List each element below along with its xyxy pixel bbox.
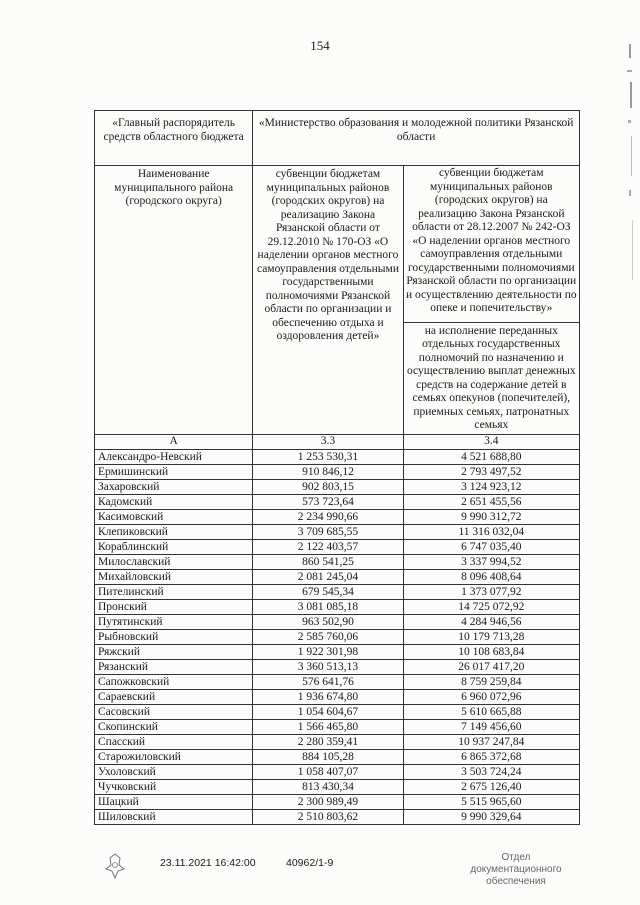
value-3-3-cell: 1 566 465,80 — [253, 719, 403, 734]
table-row — [95, 689, 580, 704]
district-name-cell: Сараевский — [95, 689, 253, 704]
value-3-4-cell: 9 990 329,64 — [403, 809, 579, 824]
value-3-4-cell: 4 521 688,80 — [403, 449, 579, 464]
table-row — [95, 629, 580, 644]
code-c: 3.4 — [403, 434, 579, 449]
footer-timestamp: 23.11.2021 16:42:00 — [160, 857, 256, 869]
table-row — [95, 779, 580, 794]
value-3-3-cell: 2 510 803,62 — [253, 809, 403, 824]
value-3-3-cell: 1 058 407,07 — [253, 764, 403, 779]
district-name-cell: Ряжский — [95, 644, 253, 659]
table-row — [95, 494, 580, 509]
district-name-cell: Захаровский — [95, 479, 253, 494]
table-row — [95, 524, 580, 539]
table-row — [95, 464, 580, 479]
value-3-4-cell: 11 316 032,04 — [403, 524, 579, 539]
col-c-cell — [403, 166, 579, 435]
table-row — [95, 674, 580, 689]
col-a-title: Наименование муниципального района (городского округа) — [95, 166, 253, 435]
value-3-4-cell: 3 124 923,12 — [403, 479, 579, 494]
value-3-4-cell: 6 960 072,96 — [403, 689, 579, 704]
value-3-4-cell: 1 373 077,92 — [403, 584, 579, 599]
value-3-3-cell: 902 803,15 — [253, 479, 403, 494]
district-name-cell: Шиловский — [95, 809, 253, 824]
value-3-4-cell: 5 515 965,60 — [403, 794, 579, 809]
value-3-3-cell: 2 234 990,66 — [253, 509, 403, 524]
value-3-3-cell: 910 846,12 — [253, 464, 403, 479]
district-name-cell: Касимовский — [95, 509, 253, 524]
footer-doc-code: 40962/1-9 — [286, 857, 334, 869]
district-name-cell: Ермишинский — [95, 464, 253, 479]
table-row — [95, 734, 580, 749]
district-name-cell: Шацкий — [95, 794, 253, 809]
district-name-cell: Рязанский — [95, 659, 253, 674]
column-codes-row — [95, 434, 580, 449]
value-3-4-cell: 9 990 312,72 — [403, 509, 579, 524]
value-3-3-cell: 1 054 604,67 — [253, 704, 403, 719]
value-3-4-cell: 6 747 035,40 — [403, 539, 579, 554]
col-c-subtitle: на исполнение переданных отдельных государственных полномочий по назначению и осуществлению выплат денежных средств на содержание детей в семьях опекунов (попечителей), приемных семьях, патронатных семьях — [404, 322, 579, 434]
value-3-3-cell: 2 300 989,49 — [253, 794, 403, 809]
value-3-4-cell: 10 108 683,84 — [403, 644, 579, 659]
table-row — [95, 584, 580, 599]
budget-table — [94, 110, 580, 825]
district-name-cell: Сапожковский — [95, 674, 253, 689]
table-row — [95, 764, 580, 779]
value-3-3-cell: 3 709 685,55 — [253, 524, 403, 539]
district-name-cell: Рыбновский — [95, 629, 253, 644]
value-3-3-cell: 3 360 513,13 — [253, 659, 403, 674]
footer-department: Отдел документационного обеспечения — [470, 852, 562, 887]
district-name-cell: Кадомский — [95, 494, 253, 509]
value-3-4-cell: 10 179 713,28 — [403, 629, 579, 644]
header-row — [95, 111, 580, 166]
scan-artifact-marks — [621, 40, 639, 340]
col-b-title: субвенции бюджетам муниципальных районов (городских округов) на реализацию Закона Рязанской области от 29.12.2010 № 170-ОЗ «О наделении органов местного самоуправления отдельными государственными полномочиями Рязанской области по организации и обеспечению отдыха и оздоровления детей» — [253, 166, 403, 435]
table-row — [95, 794, 580, 809]
value-3-4-cell: 3 503 724,24 — [403, 764, 579, 779]
table-row — [95, 554, 580, 569]
value-3-3-cell: 679 545,34 — [253, 584, 403, 599]
value-3-3-cell: 2 585 760,06 — [253, 629, 403, 644]
emblem-icon — [104, 853, 126, 879]
header-right: «Министерство образования и молодежной политики Рязанской области — [253, 111, 580, 166]
value-3-3-cell: 963 502,90 — [253, 614, 403, 629]
value-3-3-cell: 1 253 530,31 — [253, 449, 403, 464]
district-name-cell: Кораблинский — [95, 539, 253, 554]
value-3-3-cell: 860 541,25 — [253, 554, 403, 569]
header-left: «Главный распорядитель средств областного бюджета — [95, 111, 253, 166]
district-name-cell: Александро-Невский — [95, 449, 253, 464]
col-c-title: субвенции бюджетам муниципальных районов (городских округов) на реализацию Закона Рязанской области от 28.12.2007 № 242-ОЗ «О наделении органов местного самоуправления отдельными государственными полномочиями Рязанской области по организации и осуществлению деятельности по опеке и попечительству» — [405, 167, 577, 314]
table-row — [95, 599, 580, 614]
table-row — [95, 704, 580, 719]
table-row — [95, 614, 580, 629]
value-3-3-cell: 2 280 359,41 — [253, 734, 403, 749]
district-name-cell: Скопинский — [95, 719, 253, 734]
value-3-4-cell: 8 759 259,84 — [403, 674, 579, 689]
code-b: 3.3 — [253, 434, 403, 449]
value-3-4-cell: 2 793 497,52 — [403, 464, 579, 479]
value-3-4-cell: 14 725 072,92 — [403, 599, 579, 614]
value-3-4-cell: 7 149 456,60 — [403, 719, 579, 734]
district-name-cell: Пителинский — [95, 584, 253, 599]
table-row — [95, 569, 580, 584]
value-3-3-cell: 576 641,76 — [253, 674, 403, 689]
value-3-4-cell: 2 651 455,56 — [403, 494, 579, 509]
district-name-cell: Милославский — [95, 554, 253, 569]
table-row — [95, 644, 580, 659]
table-row — [95, 449, 580, 464]
value-3-3-cell: 1 922 301,98 — [253, 644, 403, 659]
code-a: А — [95, 434, 253, 449]
district-name-cell: Сасовский — [95, 704, 253, 719]
district-name-cell: Путятинский — [95, 614, 253, 629]
table-row — [95, 539, 580, 554]
value-3-4-cell: 6 865 372,68 — [403, 749, 579, 764]
value-3-3-cell: 3 081 085,18 — [253, 599, 403, 614]
value-3-4-cell: 4 284 946,56 — [403, 614, 579, 629]
value-3-3-cell: 884 105,28 — [253, 749, 403, 764]
district-name-cell: Спасский — [95, 734, 253, 749]
district-name-cell: Михайловский — [95, 569, 253, 584]
value-3-3-cell: 2 122 403,57 — [253, 539, 403, 554]
value-3-4-cell: 26 017 417,20 — [403, 659, 579, 674]
value-3-3-cell: 2 081 245,04 — [253, 569, 403, 584]
table-row — [95, 659, 580, 674]
value-3-4-cell: 10 937 247,84 — [403, 734, 579, 749]
district-name-cell: Клепиковский — [95, 524, 253, 539]
page-number: 154 — [310, 38, 330, 53]
value-3-4-cell: 3 337 994,52 — [403, 554, 579, 569]
value-3-3-cell: 813 430,34 — [253, 779, 403, 794]
table-row — [95, 479, 580, 494]
table-row — [95, 719, 580, 734]
table-row — [95, 509, 580, 524]
table-row — [95, 809, 580, 824]
district-name-cell: Чучковский — [95, 779, 253, 794]
table-body — [95, 449, 580, 824]
column-titles-row — [95, 166, 580, 435]
value-3-3-cell: 573 723,64 — [253, 494, 403, 509]
district-name-cell: Пронский — [95, 599, 253, 614]
district-name-cell: Ухоловский — [95, 764, 253, 779]
table-row — [95, 749, 580, 764]
value-3-3-cell: 1 936 674,80 — [253, 689, 403, 704]
value-3-4-cell: 8 096 408,64 — [403, 569, 579, 584]
value-3-4-cell: 2 675 126,40 — [403, 779, 579, 794]
district-name-cell: Старожиловский — [95, 749, 253, 764]
value-3-4-cell: 5 610 665,88 — [403, 704, 579, 719]
